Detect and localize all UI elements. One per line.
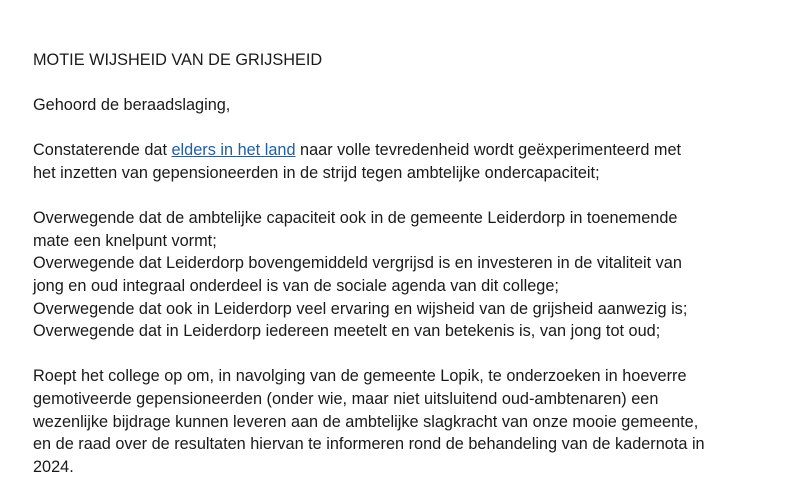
elders-in-het-land-link[interactable]: elders in het land	[171, 141, 296, 160]
document-body	[33, 49, 773, 478]
overwegende-line: Overwegende dat in Leiderdorp iedereen meetelt en van betekenis is, van jong tot oud;	[33, 322, 661, 341]
roept-op-line: 2024.	[33, 457, 74, 476]
overwegende-item	[33, 298, 773, 321]
constaterende-paragraph	[33, 139, 773, 184]
overwegende-line: Overwegende dat Leiderdorp bovengemiddeld vergrijsd is en investeren in de vitaliteit van	[33, 254, 682, 273]
motion-title-text: MOTIE WIJSHEID VAN DE GRIJSHEID	[33, 51, 323, 69]
overwegende-line: Overwegende dat ook in Leiderdorp veel ervaring en wijsheid van de grijsheid aanwezig is;	[33, 299, 688, 318]
roept-op-line: en de raad over de resultaten hiervan te informeren rond de behandeling van de kadernota in	[33, 435, 705, 454]
overwegende-list	[33, 207, 773, 343]
roept-op-line: wezenlijke bijdrage kunnen leveren aan de ambtelijke slagkracht van onze mooie gemeente,	[33, 412, 699, 431]
roept-op-line: Roept het college op om, in navolging van de gemeente Lopik, te onderzoeken in hoeverre	[33, 367, 687, 386]
opening-line	[33, 94, 773, 117]
overwegende-item	[33, 207, 773, 252]
spacer	[33, 72, 773, 95]
overwegende-item	[33, 320, 773, 343]
opening-text: Gehoord de beraadslaging,	[33, 96, 231, 115]
spacer	[33, 185, 773, 208]
roept-op-paragraph	[33, 365, 773, 478]
spacer	[33, 117, 773, 140]
overwegende-item	[33, 252, 773, 297]
overwegende-line: Overwegende dat de ambtelijke capaciteit ook in de gemeente Leiderdorp in toenemende	[33, 209, 678, 228]
overwegende-line: mate een knelpunt vormt;	[33, 231, 217, 250]
spacer	[33, 343, 773, 366]
roept-op-line: gemotiveerde gepensioneerden (onder wie, maar niet uitsluitend oud-ambtenaren) een	[33, 389, 659, 408]
constaterende-line-2: het inzetten van gepensioneerden in de strijd tegen ambtelijke ondercapaciteit;	[33, 163, 600, 182]
constaterende-line-1	[33, 139, 773, 162]
constaterende-intro: Constaterende dat	[33, 141, 172, 160]
constaterende-continuation: naar volle tevredenheid wordt geëxperimenteerd met	[295, 141, 682, 160]
motion-title	[33, 49, 773, 72]
overwegende-line: jong en oud integraal onderdeel is van de sociale agenda van dit college;	[33, 276, 559, 295]
